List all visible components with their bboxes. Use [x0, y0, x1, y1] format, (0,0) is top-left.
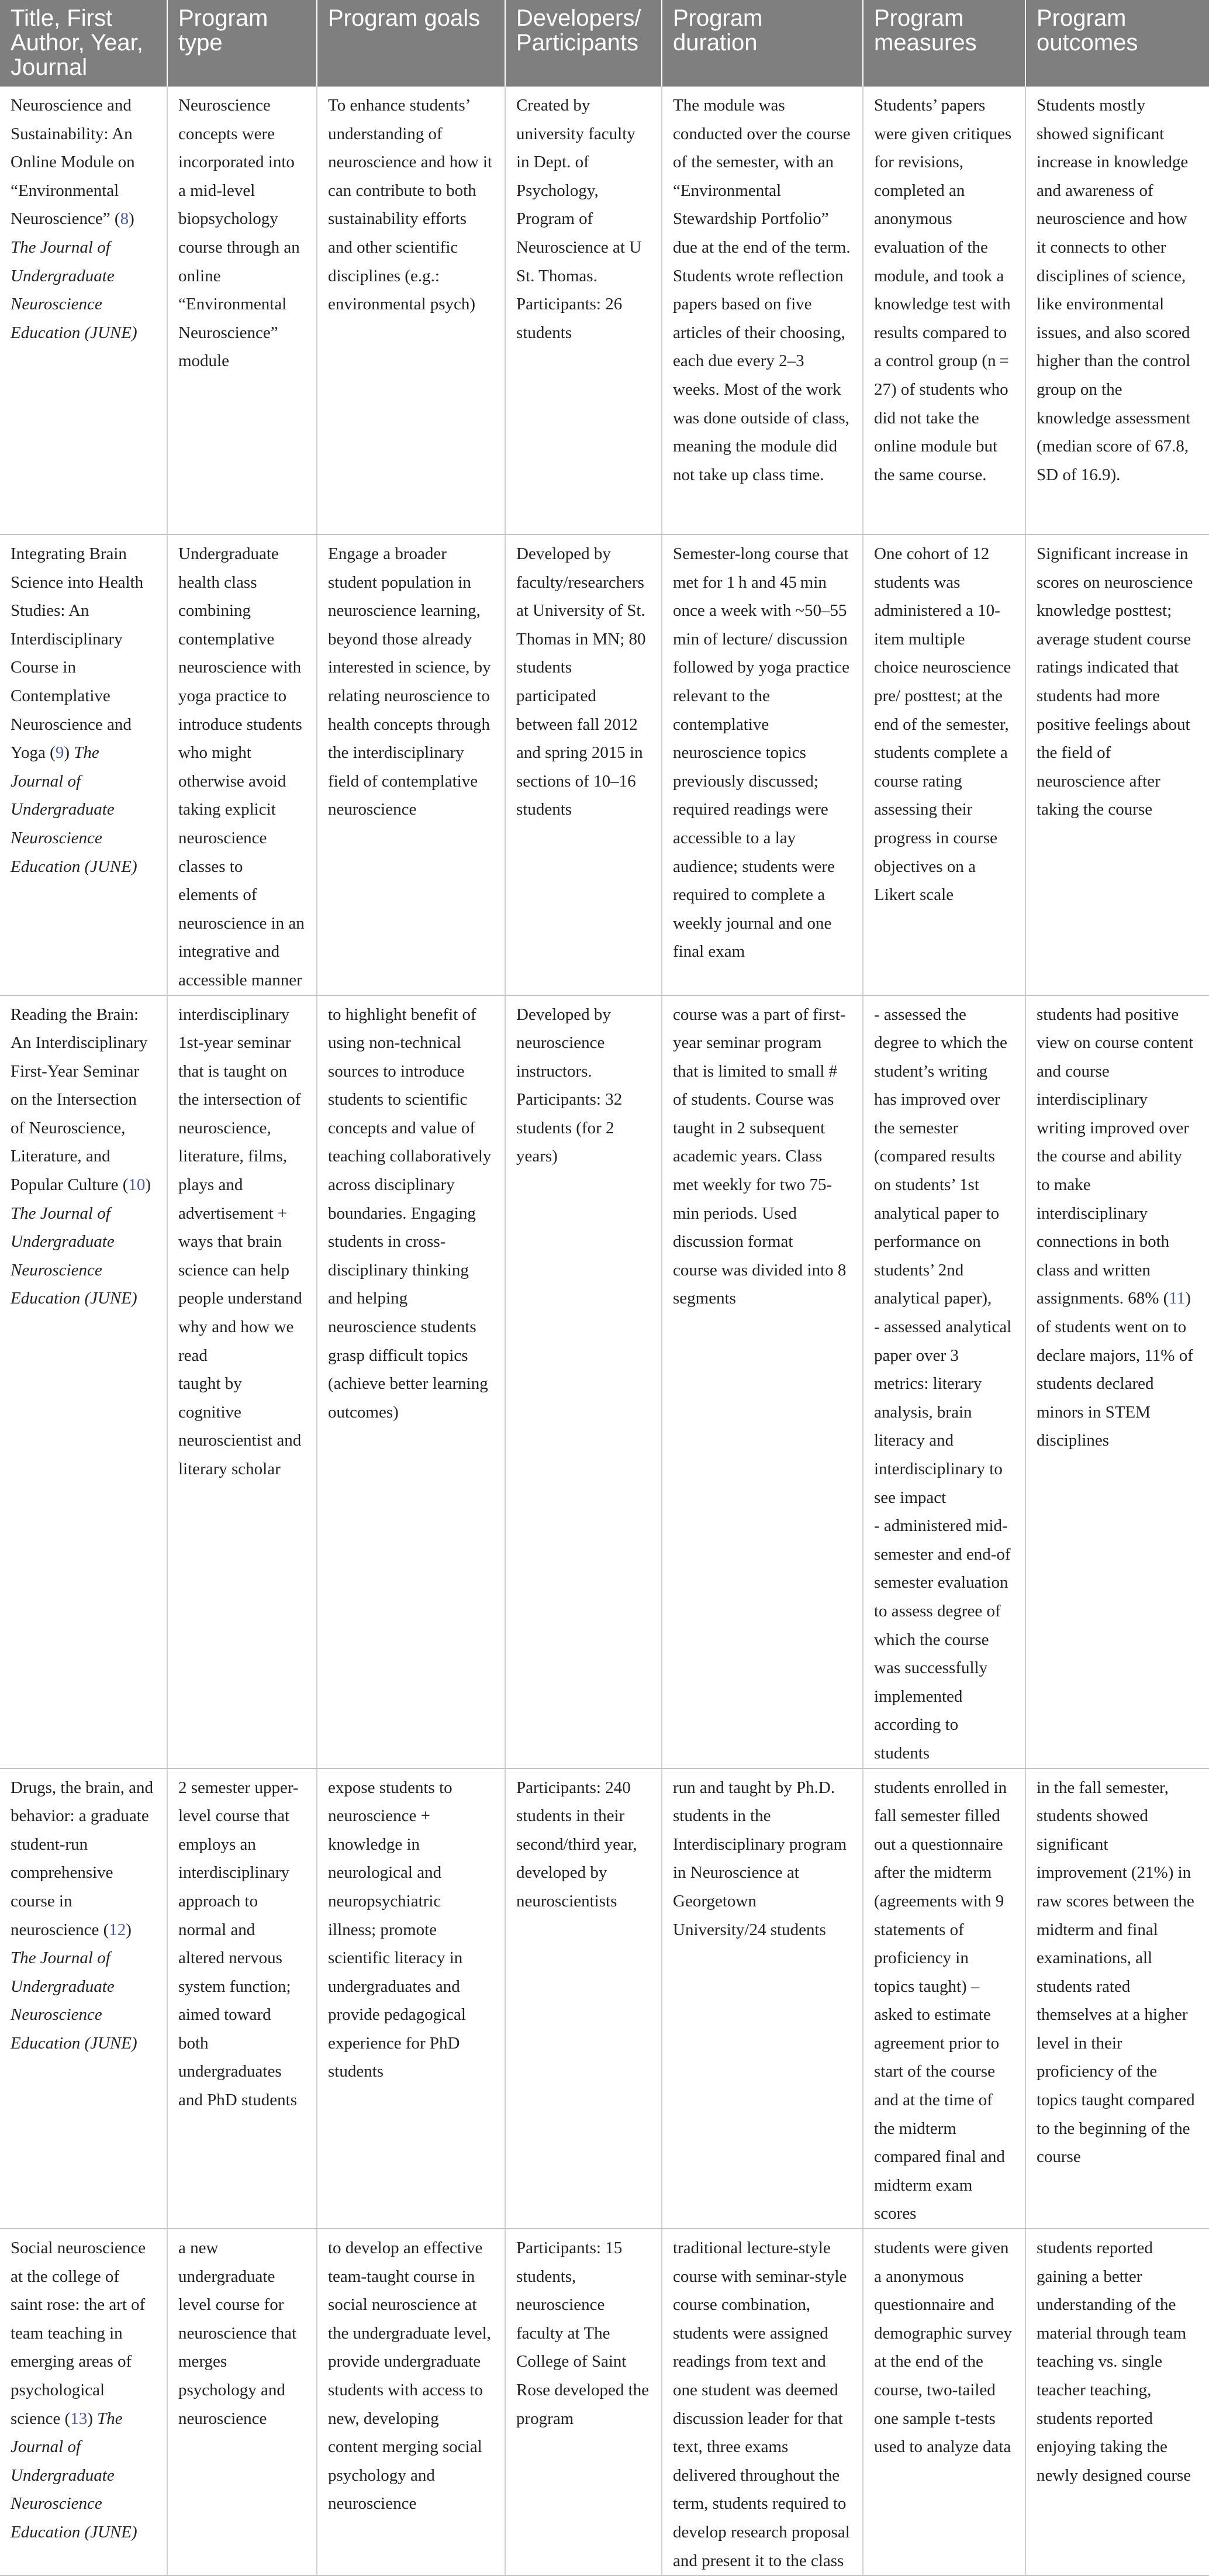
header-row — [0, 0, 1209, 87]
cell-program-type: interdisciplinary 1st-year seminar that is taught on the intersection of neuroscience, literature, films, plays and advertisement + ways that brain science can help people understand why and how we read taught by cognitive neuroscientist and literary scholar — [167, 995, 317, 1768]
table-row — [0, 2229, 1209, 2575]
cell-program-duration: The module was conducted over the course of the semester, with an “Environmental Stewardship Portfolio” due at the end of the term. Students wrote reflection papers based on five articles of their choosing, each due every 2–3 weeks. Most of the work was done outside of class, meaning the module did not take up class time. — [662, 87, 863, 534]
journal-name: The Journal of Undergraduate Neuroscience Education (JUNE) — [11, 2409, 137, 2541]
cell-developers: Developed by faculty/researchers at University of St. Thomas in MN; 80 students participated between fall 2012 and spring 2015 in sections of 10–16 students — [505, 534, 662, 995]
study-title: Reading the Brain: An Interdisciplinary First-Year Seminar on the Intersection of Neuroscience, Literature, and Popular Culture (10) — [11, 1005, 151, 1195]
cell-program-measures: - assessed the degree to which the student’s writing has improved over the semester (compared results on students’ 1st analytical paper to performance on students’ 2nd analytical paper), - assessed analytical paper over 3 metrics: literary analysis, brain literacy and interdisciplinary to see impact - administered mid-semester and end-of semester evaluation to assess degree of which the course was successfully implemented according to students — [863, 995, 1025, 1768]
cell-program-measures: One cohort of 12 students was administered a 10-item multiple choice neuroscience pre/ posttest; at the end of the semester, students complete a course rating assessing their progress in course objectives on a Likert scale — [863, 534, 1025, 995]
header-title: Title, First Author, Year, Journal — [0, 0, 167, 87]
table-row — [0, 1768, 1209, 2229]
reference-link[interactable]: 9 — [55, 743, 64, 763]
table-row — [0, 534, 1209, 995]
table-row — [0, 87, 1209, 534]
study-title: Neuroscience and Sustainability: An Online Module on “Environmental Neuroscience” (8) — [11, 96, 135, 229]
reference-link[interactable]: 13 — [70, 2409, 88, 2428]
header-program-goals: Program goals — [317, 0, 505, 87]
cell-developers: Created by university faculty in Dept. of Psychology, Program of Neuroscience at U St. Thomas. Participants: 26 students — [505, 87, 662, 534]
header-developers: Developers/ Participants — [505, 0, 662, 87]
header-program-duration: Program duration — [662, 0, 863, 87]
cell-developers: Participants: 240 students in their second/third year, developed by neuroscientists — [505, 1768, 662, 2229]
cell-program-goals: to develop an effective team-taught course in social neuroscience at the undergraduate level, provide undergraduate students with access to new, developing content merging social psychology and neuroscience — [317, 2229, 505, 2575]
journal-name: The Journal of Undergraduate Neuroscience Education (JUNE) — [11, 743, 137, 876]
cell-program-outcomes: students reported gaining a better understanding of the material through team teaching vs. single teacher teaching, students reported enjoying taking the newly designed course — [1025, 2229, 1209, 2575]
cell-program-measures: students enrolled in fall semester filled out a questionnaire after the midterm (agreements with 9 statements of proficiency in topics taught) – asked to estimate agreement prior to start of the course and at the time of the midterm compared final and midterm exam scores — [863, 1768, 1025, 2229]
cell-developers: Developed by neuroscience instructors. Participants: 32 students (for 2 years) — [505, 995, 662, 1768]
header-program-outcomes: Program outcomes — [1025, 0, 1209, 87]
cell-program-type: Neuroscience concepts were incorporated into a mid-level biopsychology course through an online “Environmental Neuroscience” module — [167, 87, 317, 534]
reference-link[interactable]: 12 — [109, 1920, 126, 1939]
cell-program-goals: to highlight benefit of using non-technical sources to introduce students to scientific concepts and value of teaching collaboratively across disciplinary boundaries. Engaging students in cross-disciplinary thinking and helping neuroscience students grasp difficult topics (achieve better learning outcomes) — [317, 995, 505, 1768]
cell-title — [0, 87, 167, 534]
cell-program-type: Undergraduate health class combining contemplative neuroscience with yoga practice to introduce students who might otherwise avoid taking explicit neuroscience classes to elements of neuroscience in an integrative and accessible manner — [167, 534, 317, 995]
cell-program-outcomes: Significant increase in scores on neuroscience knowledge posttest; average student course ratings indicated that students had more positive feelings about the field of neuroscience after taking the course — [1025, 534, 1209, 995]
cell-program-duration: run and taught by Ph.D. students in the Interdisciplinary program in Neuroscience at Georgetown University/24 students — [662, 1768, 863, 2229]
study-title: Integrating Brain Science into Health Studies: An Interdisciplinary Course in Contemplative Neuroscience and Yoga (9) — [11, 544, 144, 763]
reference-link[interactable]: 8 — [120, 209, 129, 229]
cell-title — [0, 534, 167, 995]
cell-program-type: a new undergraduate level course for neuroscience that merges psychology and neuroscience — [167, 2229, 317, 2575]
journal-name: The Journal of Undergraduate Neuroscience Education (JUNE) — [11, 1949, 137, 2053]
cell-program-measures: students were given a anonymous questionnaire and demographic survey at the end of the course, two-tailed one sample t-tests used to analyze data — [863, 2229, 1025, 2575]
cell-program-goals: To enhance students’ understanding of neuroscience and how it can contribute to both sustainability efforts and other scientific disciplines (e.g.: environmental psych) — [317, 87, 505, 534]
reference-link[interactable]: 10 — [128, 1175, 146, 1195]
cell-title — [0, 2229, 167, 2575]
table-body — [0, 87, 1209, 2575]
journal-name: The Journal of Undergraduate Neuroscience Education (JUNE) — [11, 1203, 137, 1308]
cell-program-goals: Engage a broader student population in neuroscience learning, beyond those already interested in science, by relating neuroscience to health concepts through the interdisciplinary field of contemplative neuroscience — [317, 534, 505, 995]
cell-program-outcomes: in the fall semester, students showed significant improvement (21%) in raw scores between the midterm and final examinations, all students rated themselves at a higher level in their proficiency of the topics taught compared to the beginning of the course — [1025, 1768, 1209, 2229]
table-row — [0, 995, 1209, 1768]
cell-title — [0, 1768, 167, 2229]
cell-program-type: 2 semester upper-level course that employs an interdisciplinary approach to normal and altered nervous system function; aimed toward both undergraduates and PhD students — [167, 1768, 317, 2229]
header-program-measures: Program measures — [863, 0, 1025, 87]
header-program-type: Program type — [167, 0, 317, 87]
study-title: Social neuroscience at the college of saint rose: the art of team teaching in emerging areas of psychological science (13) — [11, 2239, 146, 2428]
cell-program-outcomes: students had positive view on course content and course interdisciplinary writing improved over the course and ability to make interdisciplinary connections in both class and written assignments. 68% (11) of students went on to declare majors, 11% of students declared minors in STEM disciplines — [1025, 995, 1209, 1768]
cell-program-measures: Students’ papers were given critiques for revisions, completed an anonymous evaluation of the module, and took a knowledge test with results compared to a control group (n = 27) of students who did not take the online module but the same course. — [863, 87, 1025, 534]
reference-link[interactable]: 11 — [1169, 1289, 1186, 1308]
study-title: Drugs, the brain, and behavior: a graduate student-run comprehensive course in neuroscience (12) — [11, 1778, 154, 1939]
cell-title — [0, 995, 167, 1768]
table-header — [0, 0, 1209, 87]
cell-program-duration: course was a part of first-year seminar program that is limited to small # of students. Course was taught in 2 subsequent academic years. Class met weekly for two 75-min periods. Used discussion format course was divided into 8 segments — [662, 995, 863, 1768]
cell-program-duration: Semester-long course that met for 1 h and 45 min once a week with ~50–55 min of lecture/ discussion followed by yoga practice relevant to the contemplative neuroscience topics previously discussed; required readings were accessible to a lay audience; students were required to complete a weekly journal and one final exam — [662, 534, 863, 995]
journal-name: The Journal of Undergraduate Neuroscience Education (JUNE) — [11, 237, 137, 342]
cell-program-outcomes: Students mostly showed significant increase in knowledge and awareness of neuroscience and how it connects to other disciplines of science, like environmental issues, and also scored higher than the control group on the knowledge assessment (median score of 67.8, SD of 16.9). — [1025, 87, 1209, 534]
cell-developers: Participants: 15 students, neuroscience faculty at The College of Saint Rose developed the program — [505, 2229, 662, 2575]
cell-program-goals: expose students to neuroscience + knowledge in neurological and neuropsychiatric illness; promote scientific literacy in undergraduates and provide pedagogical experience for PhD students — [317, 1768, 505, 2229]
cell-program-duration: traditional lecture-style course with seminar-style course combination, students were assigned readings from text and one student was deemed discussion leader for that text, three exams delivered throughout the term, students required to develop research proposal and present it to the class — [662, 2229, 863, 2575]
